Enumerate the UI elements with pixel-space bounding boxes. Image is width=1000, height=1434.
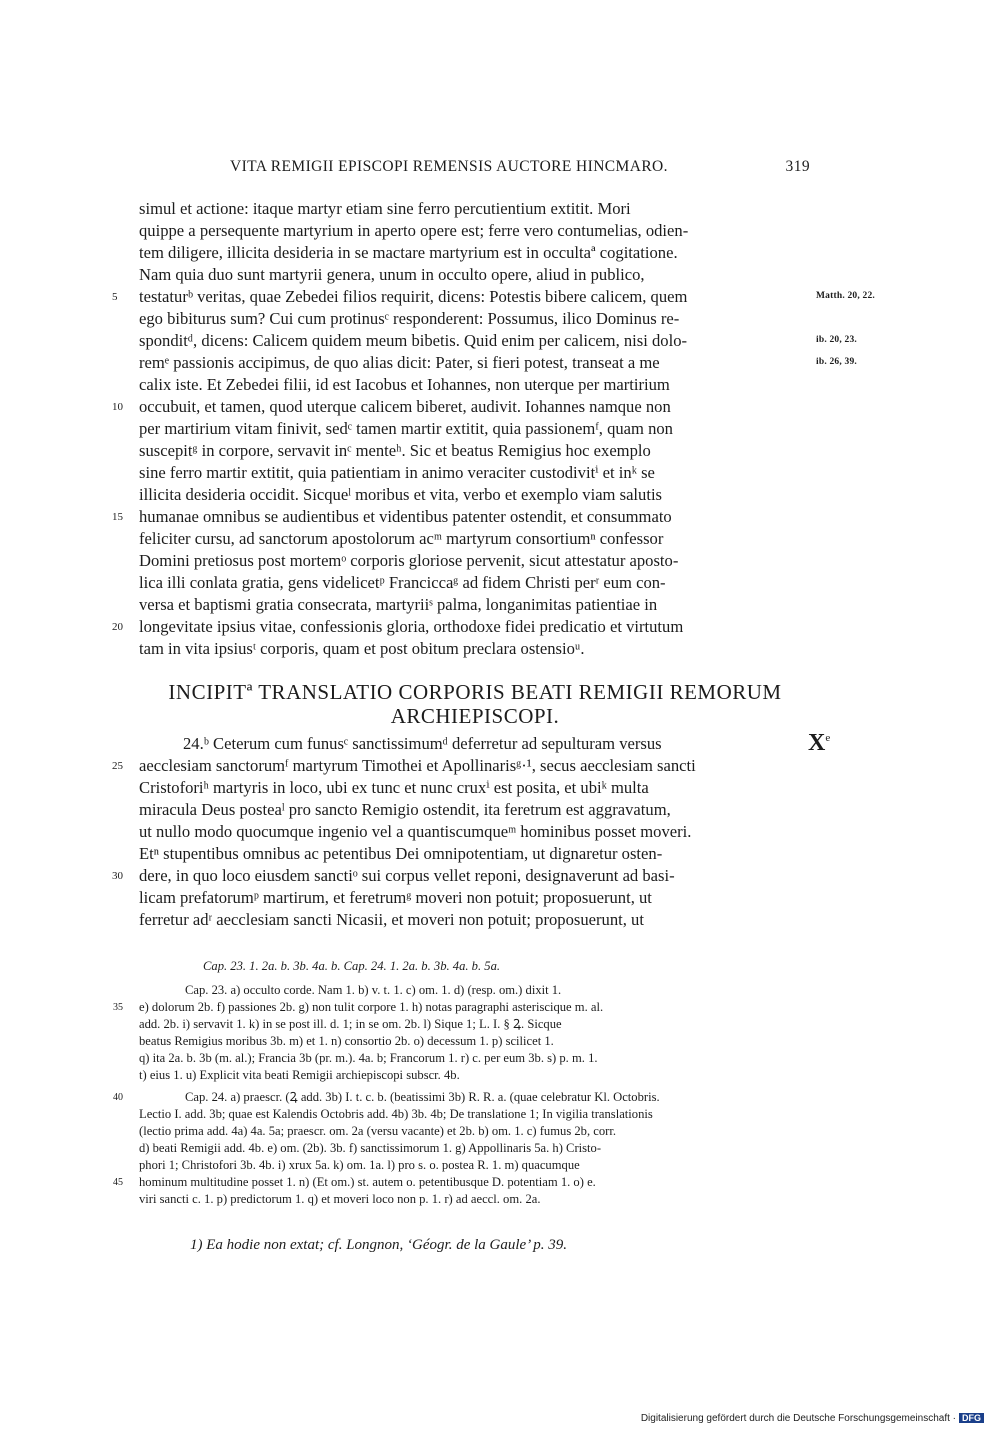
- margin-reference: ib. 20, 23.: [816, 335, 857, 345]
- text-line: illicita desideria occidit. Sicqueˡ moribus et vita, verbo et exemplo viam salutis: [139, 485, 663, 504]
- text-line: lica illi conlata gratia, gens videlicetᵖ Franciccaᵍ ad fidem Christi perʳ eum con-: [139, 573, 666, 592]
- text-line: 24.ᵇ Ceterum cum funusᶜ sanctissimumᵈ deferretur ad sepulturam versus: [183, 734, 662, 753]
- line-number: 35: [113, 1002, 123, 1013]
- text-line: ut nullo modo quocumque ingenio vel a quantiscumqueᵐ hominibus posset moveri.: [139, 822, 692, 841]
- digitization-credit: [641, 1413, 984, 1424]
- text-line: miracula Deus posteaˡ pro sancto Remigio ostendit, ita feretrum est aggravatum,: [139, 800, 671, 819]
- text-line: licam prefatorumᵖ martirum, et feretrumᵍ moveri non potuit; proposuerunt, ut: [139, 888, 652, 907]
- text-line: Cristoforiʰ martyris in loco, ubi ex tunc et nunc cruxⁱ est posita, et ubiᵏ multa: [139, 778, 649, 797]
- footnote-line: d) beati Remigii add. 4b. e) om. (2b). 3b. f) sanctissimorum 1. g) Appollinaris 5a. h) Cristo-: [139, 1141, 602, 1155]
- text-line: sponditᵈ, dicens: Calicem quidem meum bibetis. Quid enim per calicem, nisi dolo-: [139, 331, 688, 350]
- footnote-line: e) dolorum 2b. f) passiones 2b. g) non tulit corpore 1. h) notas paragraphi asteriscique m. al.: [139, 1000, 604, 1014]
- footnote-line: phori 1; Christofori 3b. 4b. i) xrux 5a. k) om. 1a. l) pro s. o. postea R. 1. m) quacumque: [139, 1158, 580, 1172]
- text-line: tem diligere, illicita desideria in se mactare martyrium est in occultaª cogitatione.: [139, 243, 678, 262]
- running-title: VITA REMIGII EPISCOPI REMENSIS AUCTORE HINCMARO.: [230, 158, 668, 175]
- text-line: simul et actione: itaque martyr etiam sine ferro percutientium extitit. Mori: [139, 199, 631, 218]
- footnote-line: add. 2b. i) servavit 1. k) in se post ill. d. 1; in se om. 2b. l) Sique 1; L. I. § Ꝝ. Sicque: [139, 1017, 562, 1031]
- credit-text: Digitalisierung gefördert durch die Deutsche Forschungsgemeinschaft ·: [640, 1413, 956, 1424]
- text-line: feliciter cursu, ad sanctorum apostolorum acᵐ martyrum consortiumⁿ confessor: [139, 529, 664, 548]
- footnote-line: Cap. 24. a) praescr. (Ꝝ add. 3b) I. t. c. b. (beatissimi 3b) R. R. a. (quae celebratur Kl. Octobris.: [185, 1090, 660, 1104]
- footnote-line: Cap. 23. a) occulto corde. Nam 1. b) v. t. 1. c) om. 1. d) (resp. om.) dixit 1.: [185, 983, 562, 997]
- text-line: suscepitᵍ in corpore, servavit inᶜ menteʰ. Sic et beatus Remigius hoc exemplo: [139, 441, 651, 460]
- section-heading-line-2: ARCHIEPISCOPI.: [390, 704, 560, 728]
- footnote-line: Lectio I. add. 3b; quae est Kalendis Octobris add. 4b) 3b. 4b; De translatione 1; In vigilia translationis: [139, 1107, 653, 1121]
- line-number: 45: [113, 1177, 123, 1188]
- margin-reference: Matth. 20, 22.: [816, 291, 876, 301]
- page-number: 319: [785, 158, 810, 175]
- line-number: 40: [113, 1092, 123, 1103]
- footnote-sources: Cap. 23. 1. 2a. b. 3b. 4a. b. Cap. 24. 1. 2a. b. 3b. 4a. b. 5a.: [203, 959, 501, 973]
- text-line: ego bibiturus sum? Cui cum protinusᶜ responderent: Possumus, ilico Dominus re-: [139, 309, 680, 328]
- line-number: 15: [112, 511, 123, 523]
- text-line: dere, in quo loco eiusdem sanctiᵒ sui corpus vellet reponi, designaverunt ad basi-: [139, 866, 675, 885]
- text-line: sine ferro martir extitit, quia patientiam in animo veraciter custodivitⁱ et inᵏ se: [139, 463, 655, 482]
- footnote-line: hominum multitudine posset 1. n) (Et om.) st. autem o. petentibusque D. potentiam 1. o) e.: [139, 1175, 596, 1189]
- footnote-line: viri sancti c. 1. p) predictorum 1. q) et moveri loco non p. 1. r) ad aeccl. om. 2a.: [139, 1192, 541, 1206]
- footnote-line: q) ita 2a. b. 3b (m. al.); Francia 3b (pr. m.). 4a. b; Francorum 1. r) c. per eum 3b. s) p. m. 1.: [139, 1051, 598, 1065]
- text-line: Domini pretiosus post mortemᵒ corporis gloriose pervenit, sicut attestatur aposto-: [139, 551, 679, 570]
- text-line: Nam quia duo sunt martyrii genera, unum in occulto opere, aliud in publico,: [139, 265, 645, 284]
- text-line: remᵉ passionis accipimus, de quo alias dicit: Pater, si fieri potest, transeat a me: [139, 353, 660, 372]
- text-line: humanae omnibus se audientibus et videntibus patenter ostendit, et consummato: [139, 507, 672, 526]
- text-line: quippe a persequente martyrium in aperto opere est; ferre vero contumelias, odien-: [139, 221, 689, 240]
- line-number: 5: [112, 291, 118, 303]
- text-line: versa et baptismi gratia consecrata, martyriiˢ palma, longanimitas patientiae in: [139, 595, 658, 614]
- footnote-line: t) eius 1. u) Explicit vita beati Remigii archiepiscopi subscr. 4b.: [139, 1068, 460, 1082]
- margin-mark-symbol: X: [808, 730, 826, 756]
- text-line: Etⁿ stupentibus omnibus ac petentibus Dei omnipotentiam, ut dignaretur osten-: [139, 844, 663, 863]
- text-line: per martirium vitam finivit, sedᶜ tamen martir extitit, quia passionemᶠ, quam non: [139, 419, 673, 438]
- footnote-line: (lectio prima add. 4a) 4a. 5a; praescr. om. 2a (versu vacante) et 2b. b) om. 1. c) fumus 2b, corr.: [139, 1124, 616, 1138]
- line-number: 30: [112, 870, 123, 882]
- text-line: testaturᵇ veritas, quae Zebedei filios requirit, dicens: Potestis bibere calicem, quem: [139, 287, 688, 306]
- margin-reference: ib. 26, 39.: [816, 357, 857, 367]
- text-line: calix iste. Et Zebedei filii, id est Iacobus et Iohannes, non uterque per martirium: [139, 375, 670, 394]
- endnote: 1) Ea hodie non extat; cf. Longnon, ‘Géogr. de la Gaule’ p. 39.: [190, 1237, 568, 1253]
- text-line: ferretur adʳ aecclesiam sancti Nicasii, et moveri non potuit; proposuerunt, ut: [139, 910, 644, 929]
- text-line: occubuit, et tamen, quod uterque calicem biberet, audivit. Iohannes namque non: [139, 397, 671, 416]
- line-number: 20: [112, 621, 123, 633]
- section-heading-line-1: INCIPITª TRANSLATIO CORPORIS BEATI REMIGII REMORUM: [168, 680, 782, 704]
- line-number: 10: [112, 401, 123, 413]
- margin-mark: [808, 730, 830, 757]
- dfg-logo: DFG: [959, 1413, 984, 1423]
- footnote-line: beatus Remigius moribus 3b. m) et 1. n) consortio 2b. o) decessum 1. p) scilicet 1.: [139, 1034, 554, 1048]
- margin-mark-sup: e: [825, 732, 831, 744]
- text-line: longevitate ipsius vitae, confessionis gloria, orthodoxe fidei predicatio et virtutum: [139, 617, 684, 636]
- line-number: 25: [112, 760, 123, 772]
- text-line: aecclesiam sanctorumᶠ martyrum Timothei et Apollinarisᵍ·¹, secus aecclesiam sancti: [139, 756, 696, 775]
- text-line: tam in vita ipsiusᵗ corporis, quam et post obitum preclara ostensioᵘ.: [139, 639, 585, 658]
